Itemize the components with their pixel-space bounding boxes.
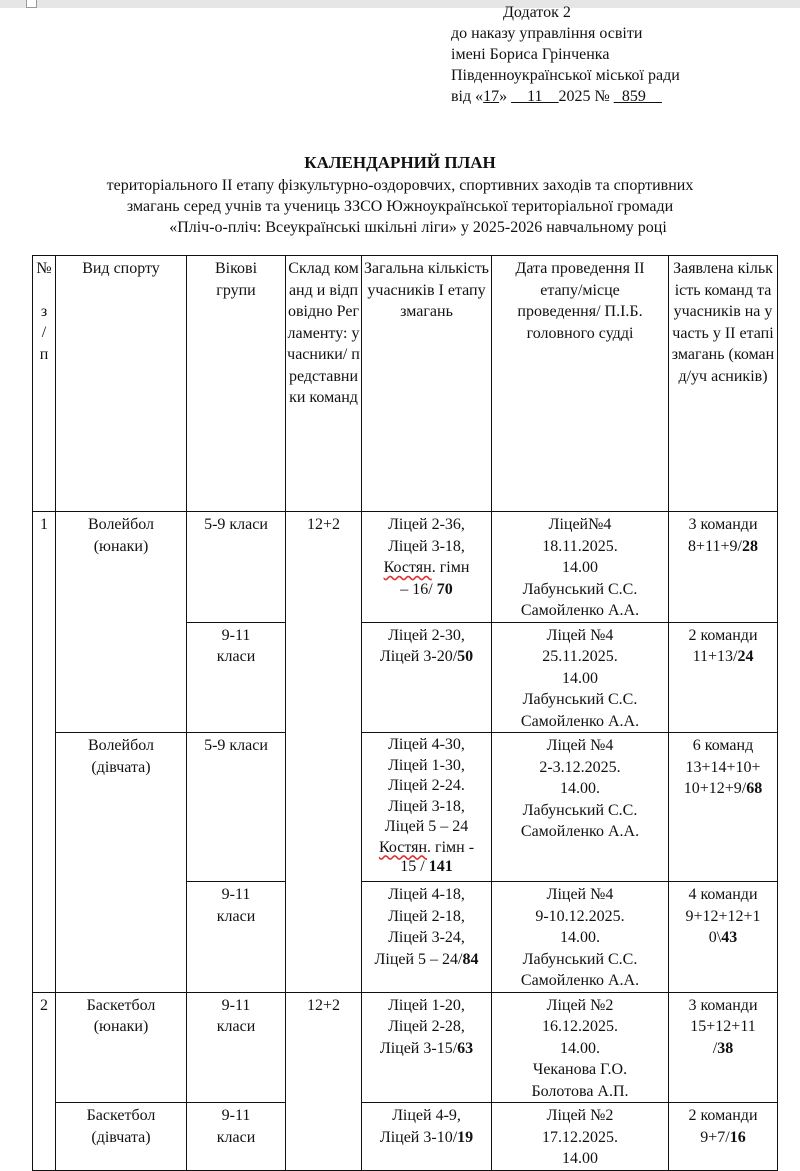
sport-name: Волейбол	[87, 516, 155, 533]
sport-cell	[56, 512, 187, 733]
event-time: 14.00	[562, 559, 598, 576]
addendum-line: Південноукраїнської міської ради	[451, 67, 680, 84]
addendum-title: Додаток 2	[503, 4, 571, 21]
stage1-text: 15 /	[400, 858, 429, 875]
date-place-cell	[492, 512, 669, 623]
order-number: _859__	[613, 88, 662, 105]
date-mid: »	[499, 88, 512, 105]
judge-name: Самойленко А.А.	[520, 602, 640, 619]
stage1-line: Ліцей 2-30,	[388, 626, 465, 644]
declared-teams: 4 команди	[688, 886, 758, 903]
date-year: 2025 №	[558, 88, 614, 105]
header-age-groups: Вікові групи	[187, 256, 286, 512]
age-range: 9-11	[221, 1107, 251, 1124]
stage1-cell	[362, 733, 492, 882]
stage1-cell	[362, 992, 492, 1103]
event-time: 14.00.	[560, 780, 600, 797]
date-place-cell	[492, 733, 669, 882]
stage1-line: Ліцей 3-24,	[388, 929, 465, 946]
stage1-line: Ліцей 5 – 24	[384, 818, 469, 835]
date-day: 17	[483, 88, 500, 105]
date-place-cell	[492, 882, 669, 993]
age-unit: класи	[216, 1018, 256, 1035]
spellcheck-word: Костян	[378, 838, 428, 856]
stage1-line	[364, 1127, 489, 1149]
subtitle-line: «Пліч-о-пліч: Всеукраїнські шкільні ліги» у 2025-2026 навчальному році	[169, 219, 667, 236]
date-place-cell	[492, 622, 669, 733]
event-time: 14.00.	[560, 929, 600, 946]
age-range: 9-11	[221, 996, 251, 1014]
table-row	[33, 1103, 778, 1171]
event-date: 9-10.12.2025.	[535, 907, 625, 925]
declared-total: 38	[717, 1039, 734, 1057]
event-date: 18.11.2025.	[542, 537, 618, 555]
venue: Ліцей №4	[546, 886, 614, 903]
judge-name: Самойленко А.А.	[520, 712, 640, 730]
stage1-cell	[362, 622, 492, 733]
stage1-line: Ліцей 4-9,	[392, 1107, 461, 1124]
declared-text: 10+12+9/	[683, 780, 747, 797]
row-number: 2	[33, 992, 56, 1170]
declared-total: 16	[729, 1128, 746, 1146]
venue: Ліцей №4	[546, 626, 614, 644]
stage1-line: Ліцей 4-30,	[388, 736, 465, 753]
declared-total: 28	[741, 537, 758, 555]
header-date-place: Дата проведення ІІ етапу/місце проведення/ П.І.Б. головного судді	[492, 256, 669, 512]
declared-text: 13+14+10+	[685, 758, 761, 776]
declared-cell	[669, 882, 778, 993]
declared-breakdown	[671, 1038, 775, 1060]
sport-cell	[56, 1103, 187, 1171]
stage1-text: Ліцей 3-15/	[379, 1039, 458, 1057]
age-group: 5-9 класи	[187, 733, 286, 882]
age-unit: класи	[216, 1128, 256, 1146]
stage1-text: – 16/	[400, 580, 437, 598]
header-composition: Склад команд и відповідно Регламенту: учасники/ представники команд	[286, 256, 362, 512]
sport-cell	[56, 733, 187, 993]
header-number-part: з	[40, 302, 48, 320]
stage1-line	[364, 838, 489, 859]
subtitle-line: територіального ІІ етапу фізкультурно-оздоровчих, спортивних заходів та спортивних	[106, 177, 694, 194]
stage1-text: . гімн -	[427, 838, 475, 856]
declared-total: 24	[737, 648, 754, 665]
declared-cell	[669, 622, 778, 733]
age-group	[187, 622, 286, 733]
stage1-line	[364, 858, 489, 876]
declared-cell	[669, 733, 778, 882]
addendum-block	[451, 2, 791, 107]
declared-cell	[669, 1103, 778, 1171]
header-declared: Заявлена кількість команд та учасників на участь у ІІ етапі змагань (команд/уч асників)	[669, 256, 778, 512]
stage1-line	[364, 949, 489, 971]
header-number	[33, 256, 56, 512]
spellcheck-word: Костян	[383, 559, 432, 576]
judge-name: Лабунський С.С.	[522, 801, 638, 819]
addendum-line: до наказу управління освіти	[451, 25, 643, 42]
sport-name: Баскетбол	[86, 996, 156, 1014]
table-row	[33, 733, 778, 882]
declared-breakdown	[671, 1127, 775, 1149]
event-time: 14.00	[562, 669, 598, 687]
venue: Ліцей №2	[546, 996, 614, 1014]
composition-cell: 12+2	[286, 512, 362, 993]
declared-text: /	[712, 1039, 718, 1057]
stage1-cell	[362, 512, 492, 623]
stage1-line	[364, 579, 489, 601]
declared-breakdown	[671, 646, 775, 668]
declared-teams: 3 команди	[688, 516, 758, 533]
event-time: 14.00.	[560, 1039, 600, 1057]
stage1-line: Ліцей 3-18,	[388, 797, 465, 815]
stage1-line: Ліцей 2-24.	[388, 777, 465, 794]
stage1-text: . гімн	[431, 559, 470, 576]
stage1-total: 63	[457, 1039, 474, 1057]
addendum-date-line	[451, 86, 791, 107]
date-prefix: від «	[451, 88, 484, 105]
declared-breakdown	[671, 778, 775, 800]
header-number-part: /	[41, 324, 47, 341]
declared-breakdown	[671, 536, 775, 558]
table-row	[33, 992, 778, 1103]
table-row	[33, 512, 778, 623]
declared-teams: 6 команд	[692, 737, 754, 754]
age-group	[187, 882, 286, 993]
stage1-line: Ліцей 2-36,	[388, 516, 465, 533]
age-range: 9-11	[221, 886, 251, 903]
venue: Ліцей №2	[546, 1107, 614, 1124]
declared-text: 15+12+11	[690, 1018, 756, 1035]
date-month: __11__	[511, 88, 559, 105]
event-time: 14.00	[562, 1150, 598, 1167]
stage1-cell	[362, 882, 492, 993]
subtitle-line: змагань серед учнів та учениць ЗЗСО Южноукраїнської територіальної громади	[126, 198, 674, 215]
sport-category: (дівчата)	[91, 1128, 151, 1146]
stage1-line: Ліцей 2-28,	[388, 1018, 465, 1035]
stage1-line: Ліцей 1-30,	[388, 756, 465, 774]
declared-text: 9+7/	[700, 1128, 730, 1146]
header-sport: Вид спорту	[56, 256, 187, 512]
stage1-line: Ліцей 1-20,	[388, 996, 465, 1014]
sport-category: (юнаки)	[93, 537, 149, 555]
table-header-row	[33, 256, 778, 512]
declared-cell	[669, 992, 778, 1103]
age-group: 5-9 класи	[187, 512, 286, 623]
declared-text: 11+13/	[692, 648, 738, 665]
sport-name: Волейбол	[87, 737, 155, 754]
header-stage1-total: Загальна кількість учасників І етапу змагань	[362, 256, 492, 512]
declared-text: 9+12+12+1	[685, 907, 761, 925]
composition-cell: 12+2	[286, 992, 362, 1170]
judge-name: Самойленко А.А.	[520, 972, 640, 989]
judge-name: Самойленко А.А.	[520, 823, 640, 840]
stage1-text: Ліцей 5 – 24/	[374, 950, 463, 968]
declared-cell	[669, 512, 778, 623]
declared-teams: 2 команди	[688, 1107, 758, 1124]
stage1-line	[364, 557, 489, 579]
stage1-total: 50	[457, 648, 474, 665]
venue: Ліцей №4	[546, 737, 614, 754]
stage1-cell	[362, 1103, 492, 1171]
stage1-text: Ліцей 3-20/	[379, 648, 458, 665]
date-place-cell	[492, 1103, 669, 1171]
declared-text: 8+11+9/	[688, 537, 742, 555]
stage1-total: 19	[457, 1128, 474, 1146]
declared-teams: 3 команди	[688, 996, 758, 1014]
venue: Ліцей№4	[548, 516, 612, 533]
document-subtitle	[40, 175, 760, 238]
stage1-line: Ліцей 2-18,	[388, 907, 465, 925]
declared-text: 0\	[708, 929, 722, 946]
sport-name: Баскетбол	[86, 1107, 156, 1124]
header-number-part: п	[39, 345, 49, 363]
declared-total: 43	[721, 929, 738, 946]
sport-category: (юнаки)	[93, 1018, 149, 1035]
event-date: 25.11.2025.	[542, 648, 618, 665]
declared-teams: 2 команди	[688, 626, 758, 644]
calendar-plan-table	[32, 255, 778, 1171]
row-number: 1	[33, 512, 56, 993]
age-range: 9-11	[221, 626, 251, 644]
stage1-line: Ліцей 4-18,	[388, 886, 465, 903]
document-title: КАЛЕНДАРНИЙ ПЛАН	[304, 153, 496, 172]
age-unit: класи	[216, 907, 256, 925]
stage1-total: 141	[428, 858, 453, 875]
event-date: 2-3.12.2025.	[539, 758, 621, 776]
judge-name: Лабунський С.С.	[522, 691, 638, 708]
header-number-sign: №	[36, 260, 52, 277]
stage1-text: Ліцей 3-10/	[379, 1128, 458, 1146]
judge-name: Лабунський С.С.	[522, 950, 638, 968]
stage1-line: Ліцей 3-18,	[388, 537, 465, 555]
date-place-cell	[492, 992, 669, 1103]
stage1-line	[364, 1038, 489, 1060]
stage1-line	[364, 646, 489, 668]
stage1-total: 84	[462, 950, 479, 968]
sport-category: (дівчата)	[91, 758, 151, 776]
sport-cell	[56, 992, 187, 1103]
addendum-line: імені Бориса Грінченка	[451, 46, 610, 63]
age-group	[187, 1103, 286, 1171]
declared-breakdown	[671, 927, 775, 949]
judge-name: Болотова А.П.	[531, 1082, 629, 1100]
event-date: 17.12.2025.	[542, 1128, 618, 1146]
declared-total: 68	[746, 780, 763, 797]
age-group	[187, 992, 286, 1103]
page-corner-marker	[26, 0, 37, 8]
age-unit: класи	[216, 648, 256, 665]
event-date: 16.12.2025.	[542, 1018, 618, 1035]
stage1-total: 70	[436, 580, 453, 598]
judge-name: Лабунський С.С.	[522, 580, 638, 598]
judge-name: Чеканова Г.О.	[532, 1061, 628, 1078]
